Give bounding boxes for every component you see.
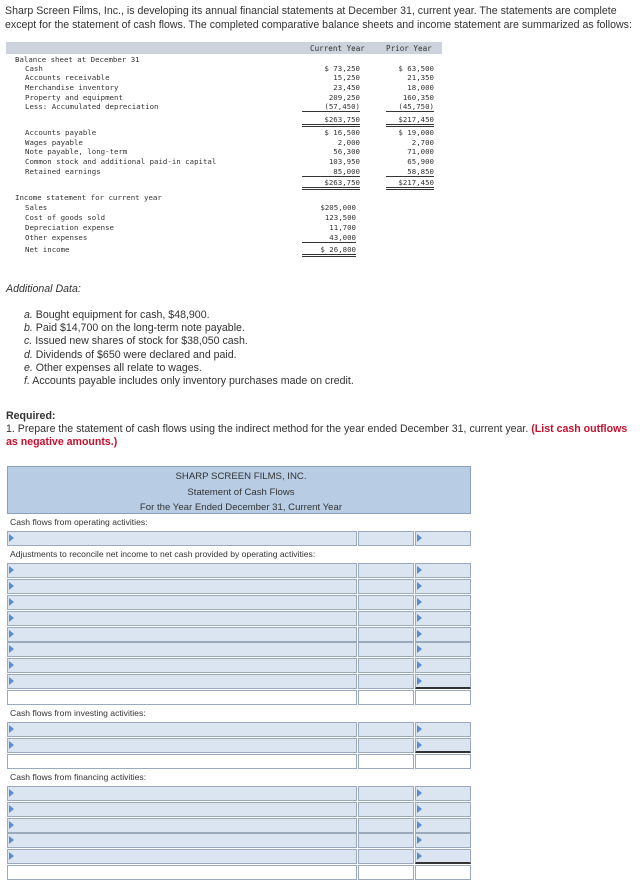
dropdown-arrow-icon[interactable] <box>417 614 422 622</box>
additional-data-text: Paid $14,700 on the long-term note payable. <box>35 322 245 335</box>
income-statement-title: Income statement for current year <box>15 193 162 202</box>
balance-sheet-prior: 2,700 <box>411 138 434 147</box>
amount-field[interactable] <box>358 833 414 848</box>
statement-title: Statement of Cash Flows <box>187 487 295 498</box>
balance-sheet-prior: 65,900 <box>407 157 434 166</box>
dropdown-arrow-icon[interactable] <box>417 852 422 860</box>
balance-sheet-prior: 71,000 <box>407 147 434 156</box>
balance-sheet-prior: $217,450 <box>386 178 434 190</box>
balance-sheet-label: Merchandise inventory <box>25 83 119 92</box>
description-field[interactable] <box>7 786 357 801</box>
statement-company: SHARP SCREEN FILMS, INC. <box>175 471 307 482</box>
balance-sheet-current: 23,450 <box>333 83 360 92</box>
additional-data-item <box>24 349 354 362</box>
dropdown-arrow-icon[interactable] <box>9 630 14 638</box>
dropdown-arrow-icon[interactable] <box>417 534 422 542</box>
description-field[interactable] <box>7 722 357 737</box>
income-statement-label: Sales <box>25 203 48 212</box>
dropdown-arrow-icon[interactable] <box>417 805 422 813</box>
description-field[interactable] <box>7 674 357 689</box>
total-field[interactable] <box>415 865 471 880</box>
balance-sheet-current: $263,750 <box>302 115 360 127</box>
balance-sheet-prior: $ 63,500 <box>398 64 434 73</box>
balance-sheet-prior: 18,000 <box>407 83 434 92</box>
dropdown-arrow-icon[interactable] <box>9 661 14 669</box>
additional-data-item <box>24 322 354 335</box>
additional-data-title: Additional Data: <box>6 283 81 295</box>
total-field[interactable] <box>415 595 471 610</box>
dropdown-arrow-icon[interactable] <box>417 582 422 590</box>
additional-data-letter: c. <box>24 335 33 348</box>
amount-field[interactable] <box>358 611 414 626</box>
balance-sheet-label: Wages payable <box>25 138 83 147</box>
description-field[interactable] <box>7 690 357 705</box>
amount-field[interactable] <box>358 579 414 594</box>
amount-field[interactable] <box>358 865 414 880</box>
description-field[interactable] <box>7 611 357 626</box>
total-field[interactable] <box>415 754 471 769</box>
dropdown-arrow-icon[interactable] <box>9 566 14 574</box>
balance-sheet-current: $263,750 <box>302 178 360 190</box>
dropdown-arrow-icon[interactable] <box>9 614 14 622</box>
balance-sheet-current: $ 73,250 <box>324 64 360 73</box>
dropdown-arrow-icon[interactable] <box>417 630 422 638</box>
total-field[interactable] <box>415 818 471 833</box>
dropdown-arrow-icon[interactable] <box>9 852 14 860</box>
cash-flow-statement <box>7 466 471 514</box>
additional-data-letter: e. <box>24 361 33 374</box>
balance-sheet-label: Accounts receivable <box>25 73 110 82</box>
amount-field[interactable] <box>358 849 414 864</box>
dropdown-arrow-icon[interactable] <box>9 598 14 606</box>
description-field[interactable] <box>7 658 357 673</box>
balance-sheet-title: Balance sheet at December 31 <box>15 55 140 64</box>
dropdown-arrow-icon[interactable] <box>417 566 422 574</box>
balance-sheet-current: 56,300 <box>333 147 360 156</box>
additional-data-text: Issued new shares of stock for $38,050 cash. <box>35 335 248 348</box>
dropdown-arrow-icon[interactable] <box>9 582 14 590</box>
income-statement-label: Other expenses <box>25 233 88 242</box>
balance-sheet-prior: $ 19,000 <box>398 128 434 137</box>
total-field <box>415 770 471 785</box>
amount-field[interactable] <box>358 595 414 610</box>
amount-field <box>358 770 414 785</box>
dropdown-arrow-icon[interactable] <box>9 677 14 685</box>
description-field[interactable] <box>7 802 357 817</box>
total-field <box>415 547 471 562</box>
balance-sheet-header-bar <box>6 42 442 54</box>
total-field[interactable] <box>415 611 471 626</box>
total-field[interactable] <box>415 690 471 705</box>
total-field[interactable] <box>415 786 471 801</box>
required-section <box>6 410 640 449</box>
description-field[interactable] <box>7 642 357 657</box>
dropdown-arrow-icon[interactable] <box>9 645 14 653</box>
balance-sheet-current: 209,250 <box>328 93 360 102</box>
additional-data-letter: f. <box>24 375 30 388</box>
additional-data-item <box>24 335 354 348</box>
dropdown-arrow-icon[interactable] <box>417 661 422 669</box>
statement-period: For the Year Ended December 31, Current Year <box>139 502 343 513</box>
income-statement-value: $ 26,800 <box>302 245 356 257</box>
dropdown-arrow-icon[interactable] <box>417 789 422 797</box>
amount-field[interactable] <box>358 802 414 817</box>
total-field[interactable] <box>415 531 471 546</box>
description-field[interactable] <box>7 754 357 769</box>
amount-field[interactable] <box>358 738 414 753</box>
additional-data-item <box>24 309 354 322</box>
balance-sheet-label: Accounts payable <box>25 128 97 137</box>
description-field[interactable] <box>7 627 357 642</box>
balance-sheet-prior: 160,350 <box>402 93 434 102</box>
dropdown-arrow-icon[interactable] <box>9 725 14 733</box>
dropdown-arrow-icon[interactable] <box>9 821 14 829</box>
income-statement-value: 123,500 <box>324 213 356 222</box>
description-field[interactable] <box>7 833 357 848</box>
total-field <box>415 706 471 721</box>
amount-field[interactable] <box>358 786 414 801</box>
amount-field[interactable] <box>358 627 414 642</box>
dropdown-arrow-icon[interactable] <box>417 645 422 653</box>
income-statement-value: $205,000 <box>320 203 356 212</box>
amount-field[interactable] <box>358 690 414 705</box>
balance-sheet-current: 15,250 <box>333 73 360 82</box>
description-field[interactable] <box>7 595 357 610</box>
total-field[interactable] <box>415 833 471 848</box>
additional-data-letter: a. <box>24 309 33 321</box>
col-prior-year: Prior Year <box>386 44 432 53</box>
total-field[interactable] <box>415 579 471 594</box>
balance-sheet-current: 2,000 <box>337 138 360 147</box>
amount-field[interactable] <box>358 642 414 657</box>
additional-data-item <box>24 362 354 375</box>
required-text: 1. Prepare the statement of cash flows using the indirect method for the year ended December 31, current year. <box>6 423 529 435</box>
dropdown-arrow-icon[interactable] <box>417 821 422 829</box>
balance-sheet-label: Retained earnings <box>25 167 101 176</box>
total-field <box>415 515 471 530</box>
dropdown-arrow-icon[interactable] <box>417 598 422 606</box>
balance-sheet-current: (57,450) <box>302 102 360 112</box>
additional-data-list <box>24 309 354 388</box>
description-field[interactable] <box>7 579 357 594</box>
total-field[interactable] <box>415 849 471 864</box>
amount-field[interactable] <box>358 674 414 689</box>
section-label: Cash flows from operating activities: <box>7 515 357 530</box>
amount-field <box>358 547 414 562</box>
amount-field[interactable] <box>358 563 414 578</box>
income-statement-label: Depreciation expense <box>25 223 114 232</box>
balance-sheet-label: Property and equipment <box>25 93 123 102</box>
total-field[interactable] <box>415 563 471 578</box>
amount-field[interactable] <box>358 722 414 737</box>
total-field[interactable] <box>415 802 471 817</box>
description-field[interactable] <box>7 818 357 833</box>
income-statement-label: Net income <box>25 245 70 254</box>
balance-sheet-label: Cash <box>25 64 43 73</box>
total-field[interactable] <box>415 658 471 673</box>
dropdown-arrow-icon[interactable] <box>417 725 422 733</box>
amount-field <box>358 706 414 721</box>
required-heading: Required: <box>6 410 56 422</box>
balance-sheet-prior: 58,850 <box>386 167 434 177</box>
dropdown-arrow-icon[interactable] <box>9 534 14 542</box>
dropdown-arrow-icon[interactable] <box>417 677 422 685</box>
income-statement-label: Cost of goods sold <box>25 213 106 222</box>
section-label: Cash flows from investing activities: <box>7 706 357 721</box>
balance-sheet-label: Common stock and additional paid-in capital <box>25 157 217 166</box>
dropdown-arrow-icon[interactable] <box>9 805 14 813</box>
balance-sheet-prior: (45,750) <box>386 102 434 112</box>
additional-data-text: Dividends of $650 were declared and paid. <box>35 348 237 361</box>
balance-sheet-label: Less: Accumulated depreciation <box>25 102 159 111</box>
balance-sheet-current: 103,950 <box>328 157 360 166</box>
description-field[interactable] <box>7 849 357 864</box>
required-note: (List cash outflows as negative amounts.) <box>6 423 628 448</box>
additional-data-letter: b. <box>24 322 33 335</box>
dropdown-arrow-icon[interactable] <box>417 741 422 749</box>
col-current-year: Current Year <box>310 44 365 53</box>
balance-sheet-current: $ 16,500 <box>324 128 360 137</box>
amount-field <box>358 515 414 530</box>
amount-field[interactable] <box>358 818 414 833</box>
amount-field[interactable] <box>358 658 414 673</box>
dropdown-arrow-icon[interactable] <box>417 836 422 844</box>
total-field[interactable] <box>415 642 471 657</box>
additional-data-letter: d. <box>24 348 33 361</box>
total-field[interactable] <box>415 738 471 753</box>
dropdown-arrow-icon[interactable] <box>9 741 14 749</box>
amount-field[interactable] <box>358 754 414 769</box>
total-field[interactable] <box>415 722 471 737</box>
amount-field[interactable] <box>358 531 414 546</box>
additional-data-text: Accounts payable includes only inventory purchases made on credit. <box>32 375 354 388</box>
description-field[interactable] <box>7 563 357 578</box>
description-field[interactable] <box>7 865 357 880</box>
balance-sheet-prior: $217,450 <box>386 115 434 127</box>
statement-header <box>7 466 471 514</box>
additional-data-text: Bought equipment for cash, $48,900. <box>35 309 210 321</box>
additional-data-text: Other expenses all relate to wages. <box>35 361 202 374</box>
section-label: Cash flows from financing activities: <box>7 770 357 785</box>
balance-sheet-prior: 21,350 <box>407 73 434 82</box>
balance-sheet-current: 85,000 <box>302 167 360 177</box>
description-field[interactable] <box>7 738 357 753</box>
dropdown-arrow-icon[interactable] <box>9 836 14 844</box>
total-field[interactable] <box>415 627 471 642</box>
balance-sheet-label: Note payable, long-term <box>25 147 128 156</box>
additional-data-item <box>24 375 354 388</box>
intro-text: Sharp Screen Films, Inc., is developing its annual financial statements at December 31, current year. The statements are complete except for the statement of cash flows. The completed comparative balance sheets and income statement are summarized as follows: <box>5 5 632 31</box>
income-statement-value: 11,700 <box>329 223 356 232</box>
section-label: Adjustments to reconcile net income to net cash provided by operating activities: <box>7 547 357 562</box>
description-field[interactable] <box>7 531 357 546</box>
income-statement-value: 43,000 <box>302 233 356 243</box>
dropdown-arrow-icon[interactable] <box>9 789 14 797</box>
total-field[interactable] <box>415 674 471 689</box>
